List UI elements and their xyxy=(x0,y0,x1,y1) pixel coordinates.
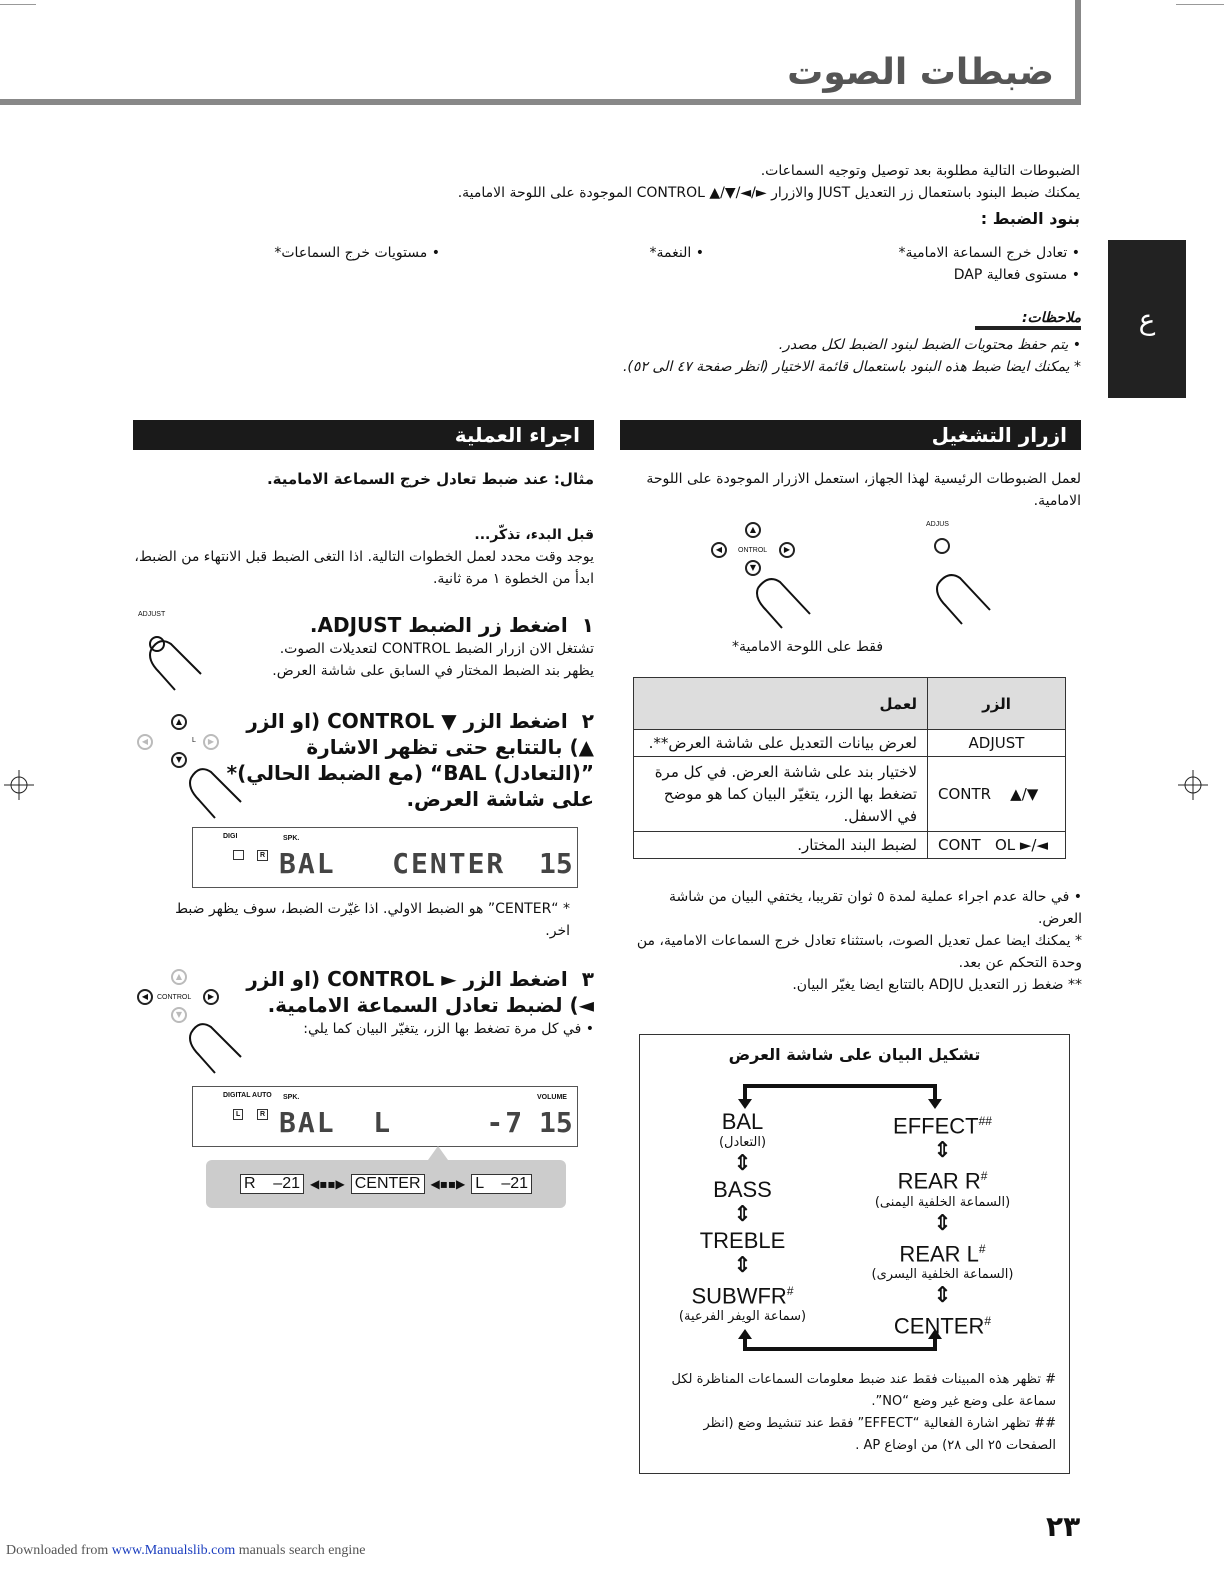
left-arrow-icon: ◀ xyxy=(137,989,153,1005)
table-cell: CONTR ▲/▼ xyxy=(928,757,1066,832)
button-function-table xyxy=(633,677,1066,859)
note-item: * يمكنك ايضا ضبط هذه البنود باستعمال قائمة الاختيار (انظر صفحة ٤٧ الى ٥٢). xyxy=(622,359,1081,375)
flow-item-sub: (سماعة الويفر الفرعية) xyxy=(678,1309,807,1325)
item-list xyxy=(860,242,1080,286)
down-arrow-icon: ▼ xyxy=(171,1007,187,1023)
registration-mark-icon xyxy=(4,770,34,800)
channel-r: R xyxy=(257,850,268,861)
step-title: اضغط زر الضبط ADJUST. xyxy=(309,613,568,637)
volume-value: 15 xyxy=(539,1106,573,1139)
flow-item-sub: (السماعة الخلفية اليمنى) xyxy=(874,1194,1011,1210)
example-text: مثال: عند ضبط تعادل خرج السماعة الامامية. xyxy=(266,470,594,488)
finger-icon xyxy=(930,566,1000,626)
double-arrow-icon: ⇕ xyxy=(733,1202,752,1227)
double-arrow-icon: ◀▪▪▶ xyxy=(310,1177,345,1191)
down-arrow-icon: ▼ xyxy=(745,560,761,576)
l-label: L xyxy=(192,737,196,744)
callout-pointer xyxy=(428,1146,448,1160)
registration-mark-icon xyxy=(1178,770,1208,800)
flow-item-effect: EFFECT## xyxy=(893,1113,992,1139)
before-text: يوجد وقت محدد لعمل الخطوات التالية. اذا التغى الضبط قبل الانتهاء من الضبط، ابدأ من الخطوة ١ مرة ثانية. xyxy=(134,549,594,587)
left-arrow-icon: ◀ xyxy=(711,542,727,558)
flow-item-bass: BASS xyxy=(713,1177,772,1202)
title-vertical-rule xyxy=(1075,0,1081,105)
up-arrow-icon: ▲ xyxy=(745,522,761,538)
item: • مستويات خرج السماعات* xyxy=(274,245,440,261)
right-arrow-icon: ▶ xyxy=(779,542,795,558)
section-heading-procedure: اجراء العملية xyxy=(133,420,594,450)
double-arrow-icon: ⇕ xyxy=(933,1282,952,1308)
before-heading: قبل البدء، تذكّر... xyxy=(474,527,594,543)
table-cell: لعرض بيانات التعديل على شاشة العرض**. xyxy=(634,730,928,757)
note-item: * يمكنك ايضا عمل تعديل الصوت، باستثناء تعادل خرج السماعات الامامية، من وحدة التحكم عن بعد. xyxy=(636,933,1082,971)
table-row xyxy=(634,757,1066,832)
table-cell: ADJUST xyxy=(928,730,1066,757)
table-notes xyxy=(630,886,1082,996)
indicator: DIGITAL AUTO xyxy=(223,1092,272,1099)
note-item: ** ضغط زر التعديل ADJU بالتتابع ايضا يغيّر البيان. xyxy=(792,977,1082,993)
adjust-label: ADJUST xyxy=(138,611,166,618)
right-arrow-icon: ▶ xyxy=(203,734,219,750)
column-header: الزر xyxy=(928,678,1066,730)
spk-indicator: SPK. xyxy=(283,1094,300,1101)
flow-item-rear-l: REAR L# xyxy=(899,1240,986,1266)
channel-l: L xyxy=(233,1109,243,1120)
flow-item-sub: (التعادل) xyxy=(718,1135,767,1150)
finger-icon xyxy=(748,570,818,630)
adjust-button-icon xyxy=(934,538,950,554)
display-bal-center xyxy=(192,827,578,888)
step-1: ١اضغط زر الضبط ADJUST. تشتغل الان ازرار الضبط CONTROL لتعديلات الصوت. يظهر بند الضبط المختار في السابق على شاشة العرض. xyxy=(199,612,594,682)
double-arrow-icon: ⇕ xyxy=(733,1151,752,1176)
front-panel-caption: فقط على اللوحة الامامية* xyxy=(731,639,884,655)
spk-indicator: SPK. xyxy=(283,835,300,842)
title-rule xyxy=(0,99,1080,105)
sequence-item: L –21 xyxy=(471,1174,532,1194)
control-label: CONTROL xyxy=(157,994,192,1001)
table-cell: لضبط البند المختار. xyxy=(634,832,928,859)
indicator: DIGI xyxy=(223,833,238,840)
control-buttons-illustration xyxy=(708,520,808,630)
intro-line: يمكنك ضبط البنود باستعمال زر التعديل JUST والازرار ►/◄/▼/▲ CONTROL الموجودة على اللوحة الامامية. xyxy=(457,185,1080,201)
page-title: ضبطات الصوت xyxy=(787,52,1054,93)
step-body: • في كل مرة تضغط بها الزر، يتغيّر البيان كما يلي: xyxy=(303,1021,594,1037)
footnote: # تظهر هذه المبينات فقط عند ضبط معلومات السماعات المناظرة لكل سماعة على وضع غير وضع “NO”. xyxy=(671,1372,1056,1409)
column-header: لعمل xyxy=(634,678,928,730)
notes-list xyxy=(581,334,1081,378)
note-item: • في حالة عدم اجراء عملية لمدة ٥ ثوان تقريبا، يختفي البيان من شاشة العرض. xyxy=(668,889,1082,927)
display-note: * “CENTER” هو الضبط الاولي. اذا غيّرت الضبط، سوف يظهر ضبط اخر. xyxy=(175,901,570,939)
page-number: ٢٣ xyxy=(1046,1510,1081,1543)
table-row xyxy=(634,730,1066,757)
flow-item-sub: (السماعة الخلفية اليسرى) xyxy=(871,1266,1014,1282)
table-row xyxy=(634,832,1066,859)
display-bal-l xyxy=(192,1086,578,1147)
up-arrow-icon: ▲ xyxy=(171,714,187,730)
item: • تعادل خرج السماعة الامامية* xyxy=(898,245,1080,261)
flow-item-subwfr: SUBWFR# xyxy=(691,1283,794,1309)
right-arrow-icon: ▶ xyxy=(203,989,219,1005)
step-3: ٣اضغط الزر ► CONTROL (او الزر ◄) لضبط تعادل السماعة الامامية. • في كل مرة تضغط بها الزر، يتغيّر البيان كما يلي: xyxy=(234,966,594,1040)
double-arrow-icon: ⇕ xyxy=(933,1138,952,1164)
flow-item-bal: BAL xyxy=(721,1109,764,1134)
footer-text: manuals search engine xyxy=(235,1543,366,1558)
up-arrow-icon: ▲ xyxy=(171,969,187,985)
step-2: ٢اضغط الزر ▼ CONTROL (او الزر ▲) بالتتابع حتى تظهر الاشارة ”(التعادل) BAL“ (مع الضبط الحالي)* على شاشة العرض. xyxy=(226,709,594,811)
double-arrow-icon: ◀▪▪▶ xyxy=(430,1177,466,1191)
footer xyxy=(6,1543,366,1559)
flow-footnotes xyxy=(670,1369,1056,1457)
adjust-button-illustration xyxy=(920,520,1000,630)
flow-title: تشكيل البيان على شاشة العرض xyxy=(728,1045,981,1064)
display-text: BAL CENTER xyxy=(279,847,506,880)
intro-line: الضبوطات التالية مطلوبة بعد توصيل وتوجيه السماعات. xyxy=(760,163,1080,179)
before-you-begin xyxy=(133,524,594,590)
items-heading: بنود الضبط : xyxy=(980,209,1080,228)
item: • مستوى فعالية DAP xyxy=(953,267,1080,283)
display-text: BAL L -7 xyxy=(279,1106,525,1139)
finger-icon xyxy=(145,632,205,692)
note-item: • يتم حفظ محتويات الضبط لبنود الضبط لكل مصدر. xyxy=(778,337,1081,353)
buttons-intro: لعمل الضبوطات الرئيسية لهذا الجهاز، استعمل الازرار الموجودة على اللوحة الامامية. xyxy=(646,471,1081,509)
section-heading-buttons: ازرار التشغيل xyxy=(620,420,1081,450)
channel-r: R xyxy=(257,1109,268,1120)
flow-right-column xyxy=(845,1109,1040,1338)
step-body: تشتغل الان ازرار الضبط CONTROL لتعديلات الصوت. xyxy=(279,641,594,657)
side-tab-label: ع xyxy=(1138,302,1156,336)
volume-value: 15 xyxy=(539,847,573,880)
down-arrow-icon: ▼ xyxy=(171,752,187,768)
flow-item-treble: TREBLE xyxy=(699,1228,786,1253)
flow-left-column xyxy=(650,1109,835,1325)
channel-box xyxy=(233,850,244,860)
notes-heading: ملاحظات: xyxy=(975,310,1081,330)
item: • النغمة* xyxy=(649,245,704,261)
adjust-label: ADJUS xyxy=(926,521,949,528)
section-side-tab xyxy=(1108,240,1186,398)
step-title: اضغط الزر ▼ CONTROL (او الزر ▲) بالتتابع حتى تظهر الاشارة ”(التعادل) BAL“ (مع الضبط الحالي)* على شاشة العرض. xyxy=(226,709,594,811)
balance-sequence xyxy=(206,1160,566,1208)
sequence-item: R –21 xyxy=(240,1174,304,1194)
control-label: ONTROL xyxy=(738,547,768,554)
table-header-row xyxy=(634,678,1066,730)
double-arrow-icon: ⇕ xyxy=(733,1253,752,1278)
flow-item-center: CENTER# xyxy=(893,1313,992,1339)
volume-label: VOLUME xyxy=(537,1094,567,1101)
table-cell: CONT OL ►/◄ xyxy=(928,832,1066,859)
footnote: ## تظهر اشارة الفعالية “EFFECT” فقط عند تنشيط وضع (انظر الصفحات ٢٥ الى ٢٨) من اوضاع AP . xyxy=(703,1416,1056,1453)
sequence-item: CENTER xyxy=(351,1174,425,1194)
flow-item-rear-r: REAR R# xyxy=(897,1168,988,1194)
manualslib-link[interactable]: www.Manualslib.com xyxy=(111,1543,236,1558)
control-right-illustration xyxy=(135,965,245,1070)
footer-text: Downloaded from xyxy=(6,1543,112,1558)
intro xyxy=(140,160,1080,230)
double-arrow-icon: ⇕ xyxy=(933,1210,952,1236)
display-sequence-box xyxy=(639,1034,1070,1474)
table-cell: لاختيار بند على شاشة العرض. في كل مرة تضغط بها الزر، يتغيّر البيان كما هو موضح في الاسفل. xyxy=(634,757,928,832)
step-body: يظهر بند الضبط المختار في السابق على شاشة العرض. xyxy=(272,663,594,679)
left-arrow-icon: ◀ xyxy=(137,734,153,750)
step-title: اضغط الزر ► CONTROL (او الزر ◄) لضبط تعادل السماعة الامامية. xyxy=(246,967,594,1017)
